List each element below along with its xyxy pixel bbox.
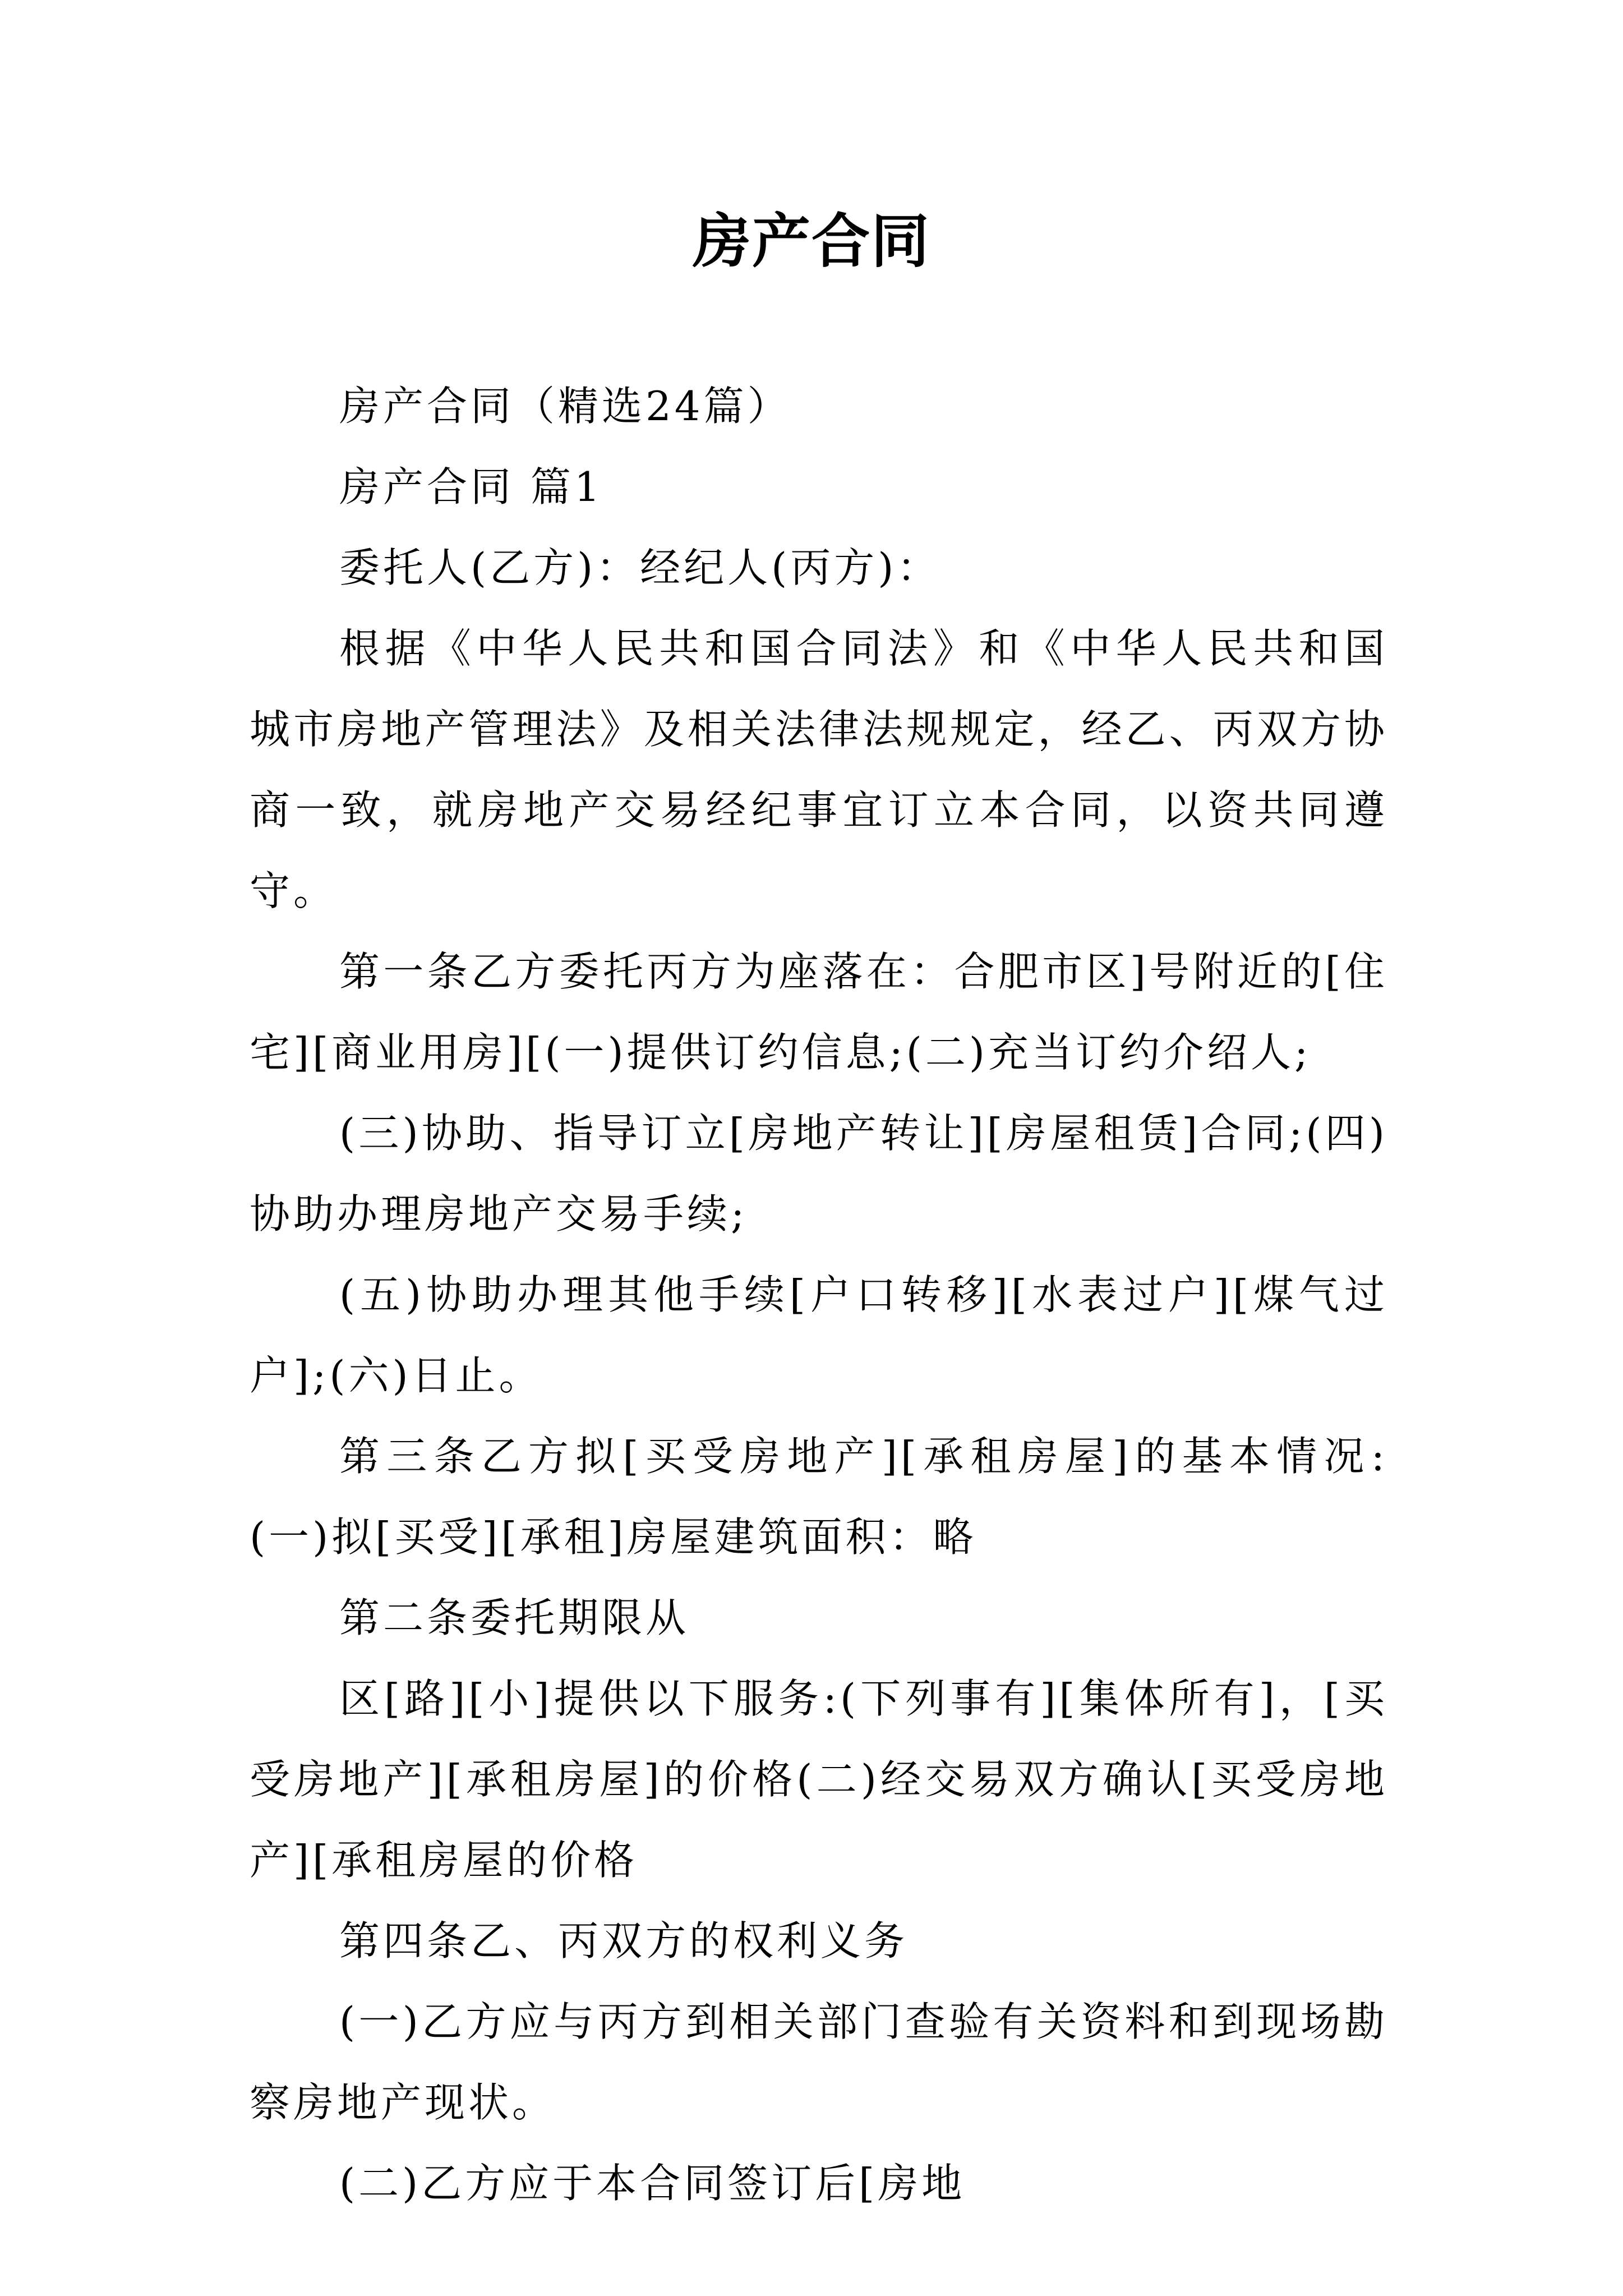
paragraph-services-5-6: (五)协助办理其他手续[户口转移][水表过户][煤气过户];(六)日止。 [250,1271,1388,1399]
document-body [250,366,1388,2224]
paragraph-section-heading: 房产合同 篇1 [339,463,603,510]
paragraph-parties: 委托人(乙方)：经纪人(丙方)： [339,544,941,591]
paragraph-services-list: 区[路][小]提供以下服务:(下列事有][集体所有]，[买受房地产][承租房屋]的价格(二)经交易双方确认[买受房地产][承租房屋的价格 [250,1675,1388,1884]
paragraph-article-2: 第二条委托期限从 [339,1594,690,1641]
paragraph-article-3: 第三条乙方拟[买受房地产][承租房屋]的基本情况:(一)拟[买受][承租]房屋建筑面积：略 [250,1433,1388,1561]
paragraph-obligation-1: (一)乙方应与丙方到相关部门查验有关资料和到现场勘察房地产现状。 [250,1998,1388,2126]
document-title: 房产合同 [692,206,930,275]
paragraph-services-3-4: (三)协助、指导订立[房地产转让][房屋租赁]合同;(四)协助办理房地产交易手续; [250,1110,1388,1237]
paragraph-article-1: 第一条乙方委托丙方为座落在：合肥市区]号附近的[住宅][商业用房][(一)提供订约信息;(二)充当订约介绍人; [250,948,1388,1076]
paragraph-legal-basis: 根据《中华人民共和国合同法》和《中华人民共和国城市房地产管理法》及相关法律法规规定，经乙、丙双方协商一致，就房地产交易经纪事宜订立本合同，以资共同遵守。 [250,625,1388,914]
paragraph-subtitle: 房产合同（精选24篇） [339,383,791,430]
paragraph-article-4: 第四条乙、丙双方的权利义务 [339,1917,909,1964]
paragraph-obligation-2: (二)乙方应于本合同签订后[房地 [339,2160,966,2207]
